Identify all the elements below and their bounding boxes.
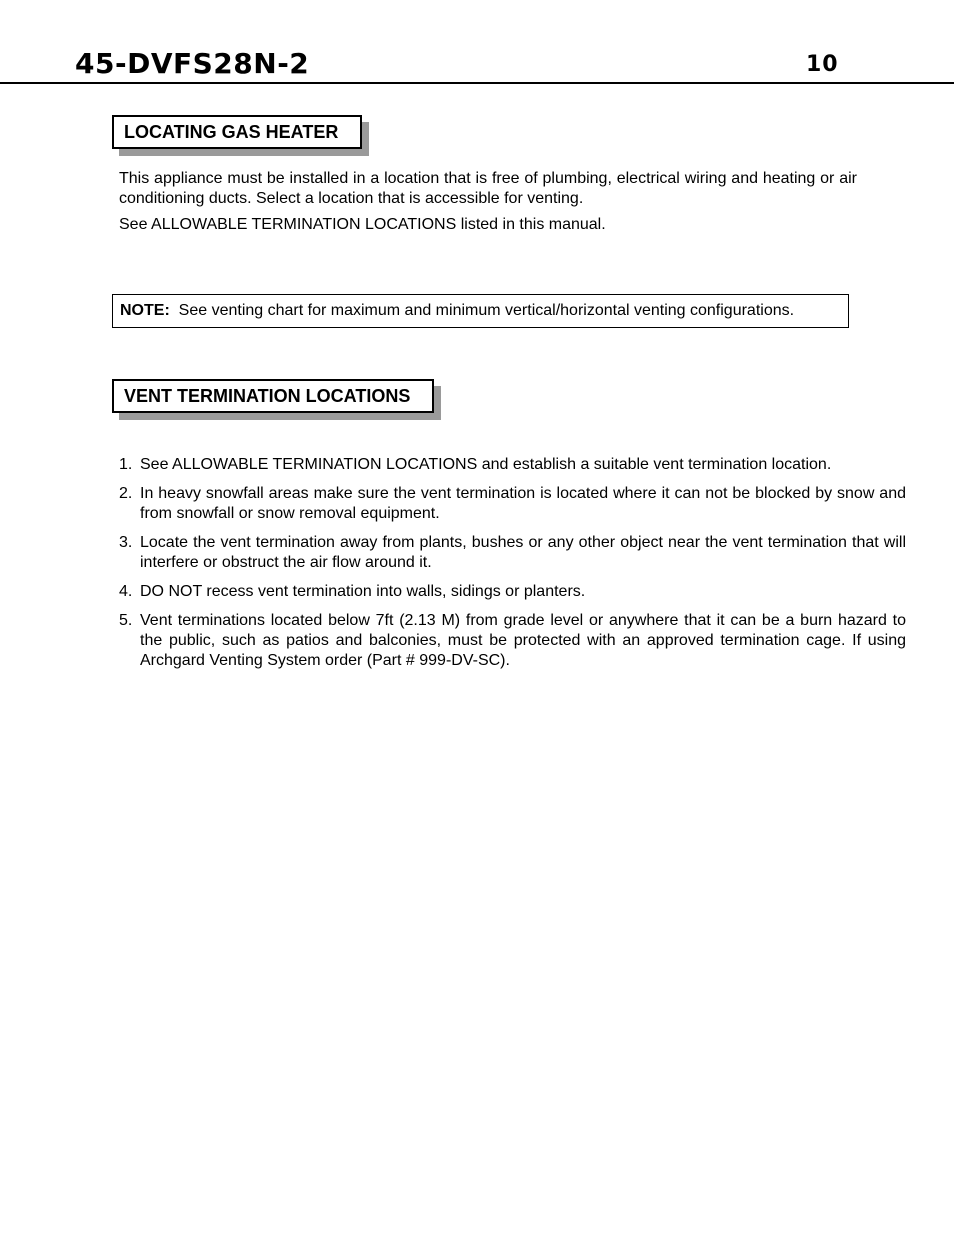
- note-label: NOTE:: [120, 302, 170, 319]
- list-item-number: 1.: [119, 456, 133, 473]
- vent-termination-list: [119, 455, 906, 680]
- list-item-text: In heavy snowfall areas make sure the vent termination is located where it can not be blocked by snow and from snowfall or snow removal equipment.: [140, 485, 906, 522]
- note-box: [112, 294, 849, 328]
- list-item: [119, 455, 906, 475]
- list-item-text: See ALLOWABLE TERMINATION LOCATIONS and establish a suitable vent termination location.: [140, 456, 832, 473]
- section-heading-vent-termination-locations: VENT TERMINATION LOCATIONS: [112, 379, 434, 413]
- locating-paragraph-1: This appliance must be installed in a location that is free of plumbing, electrical wiring and heating or air conditioning ducts. Select a location that is accessible for venting.: [119, 170, 857, 207]
- list-item: [119, 533, 906, 573]
- page-number: 10: [806, 52, 839, 77]
- list-item-number: 5.: [119, 612, 133, 629]
- list-item-number: 3.: [119, 534, 133, 551]
- list-item-text: DO NOT recess vent termination into walls, sidings or planters.: [140, 583, 586, 600]
- section-heading-locating-gas-heater: LOCATING GAS HEATER: [112, 115, 362, 149]
- list-item: [119, 611, 906, 671]
- list-item: [119, 582, 906, 602]
- note-text: See venting chart for maximum and minimum vertical/horizontal venting configurations.: [178, 302, 795, 319]
- header-divider: [0, 82, 954, 84]
- list-item-number: 4.: [119, 583, 133, 600]
- list-item: [119, 484, 906, 524]
- list-item-text: Locate the vent termination away from plants, bushes or any other object near the vent termination that will interfere or obstruct the air flow around it.: [140, 534, 906, 571]
- locating-paragraph-2: See ALLOWABLE TERMINATION LOCATIONS listed in this manual.: [119, 216, 606, 233]
- document-title: 45-DVFS28N-2: [75, 47, 310, 80]
- list-item-number: 2.: [119, 485, 133, 502]
- list-item-text: Vent terminations located below 7ft (2.13 M) from grade level or anywhere that it can be a burn hazard to the public, such as patios and balconies, must be protected with an approved termination cage. If using Archgard Venting System order (Part # 999-DV-SC).: [140, 612, 906, 669]
